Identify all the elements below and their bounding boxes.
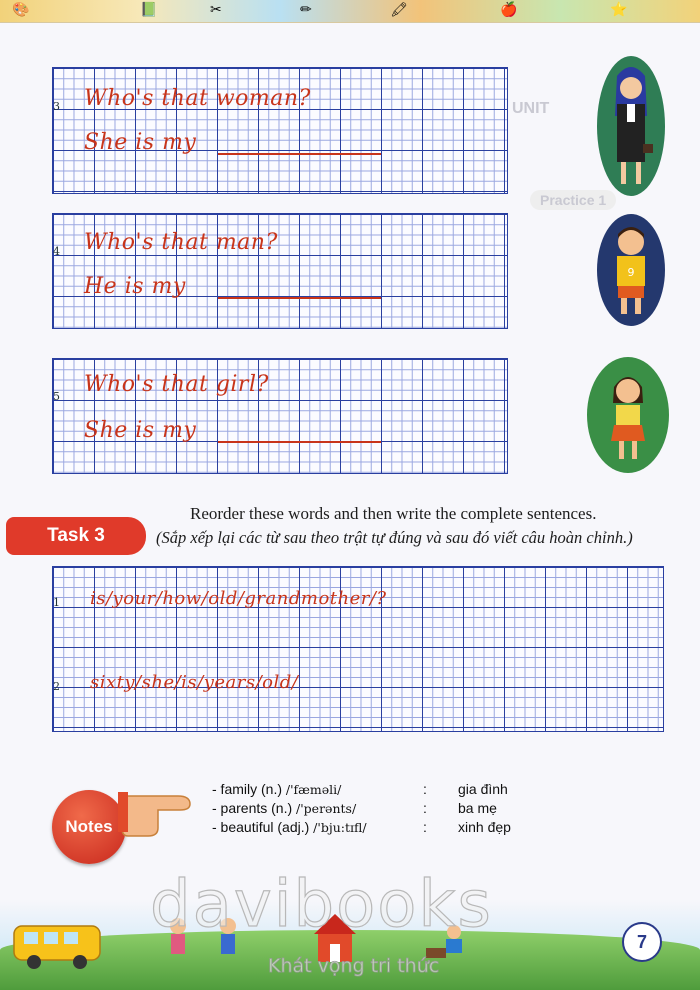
book-icon: 📗 [140,2,158,18]
scissors-icon: ✂ [210,2,222,18]
exercise-number: 4 [53,245,60,258]
answer-prefix: She is my [84,130,197,155]
palette-icon: 🎨 [12,2,30,18]
star-icon: ⭐ [610,2,628,18]
svg-text:9: 9 [627,266,635,279]
decorative-top-border [0,0,700,23]
note-colon: : [423,800,427,816]
note-ipa: /'perənts/ [296,801,357,816]
task-item-number: 1 [53,596,60,609]
note-ipa: /'fæməli/ [285,782,342,797]
pointing-hand-icon [118,782,196,838]
task-instruction-vi: (Sắp xếp lại các từ sau theo trật tự đúng và sau đó viết câu hoàn chỉnh.) [156,528,633,547]
exercise-number: 3 [53,100,60,113]
note-term-row [212,819,367,835]
exercise-number: 5 [53,390,60,403]
answer-blank-line[interactable] [218,441,381,443]
publisher-tagline: Khát vọng tri thức [268,955,440,977]
answer-prefix: She is my [84,418,197,443]
note-meaning: gia đình [458,781,508,797]
note-term-row [212,781,341,797]
crayon-icon: 🖍 [390,2,408,18]
note-term: - parents (n.) [212,800,293,816]
faded-practice-label: Practice 1 [530,190,616,210]
school-bus-icon [10,918,106,974]
page-number: 7 [622,922,662,962]
task-instruction-en: Reorder these words and then write the complete sentences. [190,504,597,523]
scrambled-words: is/your/how/old/grandmother/? [90,588,387,609]
note-term: - family (n.) [212,781,282,797]
answer-blank-line[interactable] [218,153,381,155]
notes-badge: Notes [52,790,126,864]
note-colon: : [423,781,427,797]
man-illustration [597,214,665,326]
question-text: Who's that girl? [84,372,269,397]
question-text: Who's that woman? [84,86,311,111]
note-meaning: ba mẹ [458,800,497,816]
note-term: - beautiful (adj.) [212,819,310,835]
scrambled-words: sixty/she/is/years/old/ [90,672,299,693]
apple-icon: 🍎 [500,2,518,18]
pencil-icon: ✏ [300,2,312,18]
task-item-number: 2 [53,680,60,693]
note-term-row [212,800,356,816]
task-3-badge: Task 3 [6,517,146,555]
note-meaning: xinh đẹp [458,819,511,835]
girl-illustration [587,357,669,473]
answer-prefix: He is my [84,274,186,299]
note-ipa: /'bju:tɪfl/ [313,820,367,835]
faded-unit-heading: UNIT [512,100,550,117]
note-colon: : [423,819,427,835]
question-text: Who's that man? [84,230,278,255]
woman-illustration [597,56,665,196]
answer-blank-line[interactable] [218,297,381,299]
publisher-watermark: davibooks [150,868,493,942]
